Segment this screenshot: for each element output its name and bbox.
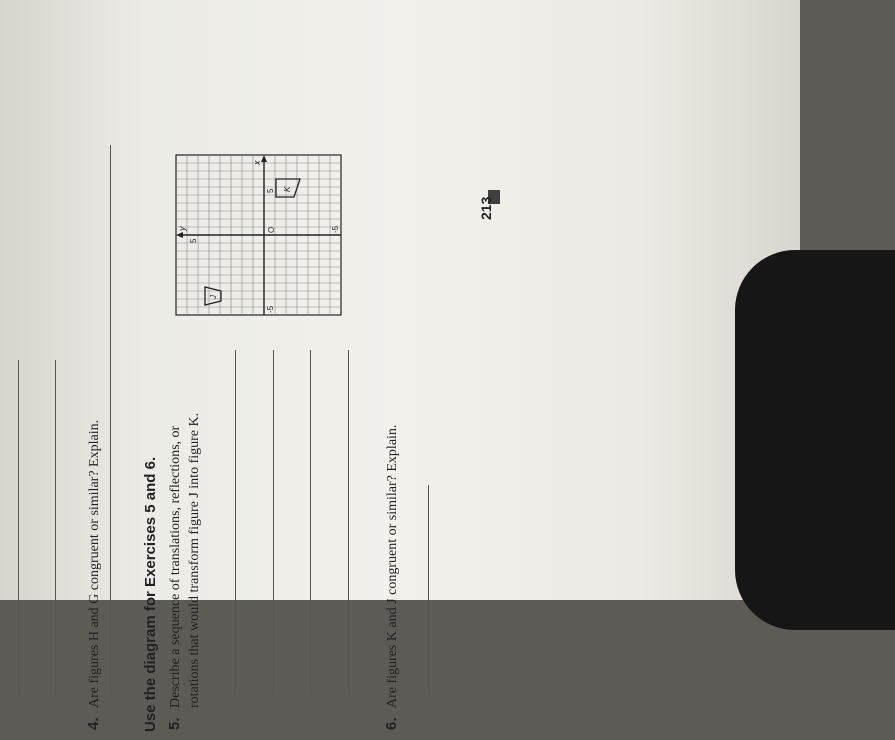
exercise-5-number: 5. [166,717,183,730]
exercise-4-text: Are figures H and G congruent or similar? Explain. [87,419,102,708]
section-2-heading: Use the diagram for Exercises 5 and 6. [142,456,159,732]
exercise-5-answer-line-3 [310,350,311,695]
exercise-5-line2: rotations that would transform figure J into figure K. [187,412,202,708]
grid2-y-arrow [176,232,183,238]
exercise-5-answer-line-4 [348,350,349,695]
grid2-tick-right: 5 [266,188,275,193]
grid2-x-label: x [252,160,262,165]
grid2-tick-top: 5 [189,238,198,243]
exercise-3-answer-line-3 [18,360,19,695]
page-number: 213 [478,196,494,220]
exercise-3-answer-line-4 [55,360,56,695]
exercise-5-answer-line-2 [273,350,274,695]
worksheet-page [0,140,500,740]
grid2-tick-bottom: -5 [331,225,340,233]
exercise-4-number: 4. [85,717,102,730]
exercise-5-answer-line-1 [235,350,236,695]
exercise-4-answer-line [110,145,111,695]
exercise-6-number: 6. [383,717,400,730]
hand-shadow [735,250,895,630]
grid2-y-label: y [177,226,187,231]
worksheet-content [0,140,500,740]
exercise-5-line1: Describe a sequence of translations, reflections, or [168,425,183,708]
figure-k-label: K [283,186,292,192]
exercise-6-text: Are figures K and J congruent or similar? Explain. [385,424,400,708]
figure-j-label: J [209,295,218,299]
grid2-origin-label: O [267,226,276,233]
grid2-tick-left: -5 [266,305,275,313]
coordinate-grid-j-k [176,155,341,315]
grid-j-k-svg [176,155,341,315]
exercise-6-answer-line [428,485,429,695]
